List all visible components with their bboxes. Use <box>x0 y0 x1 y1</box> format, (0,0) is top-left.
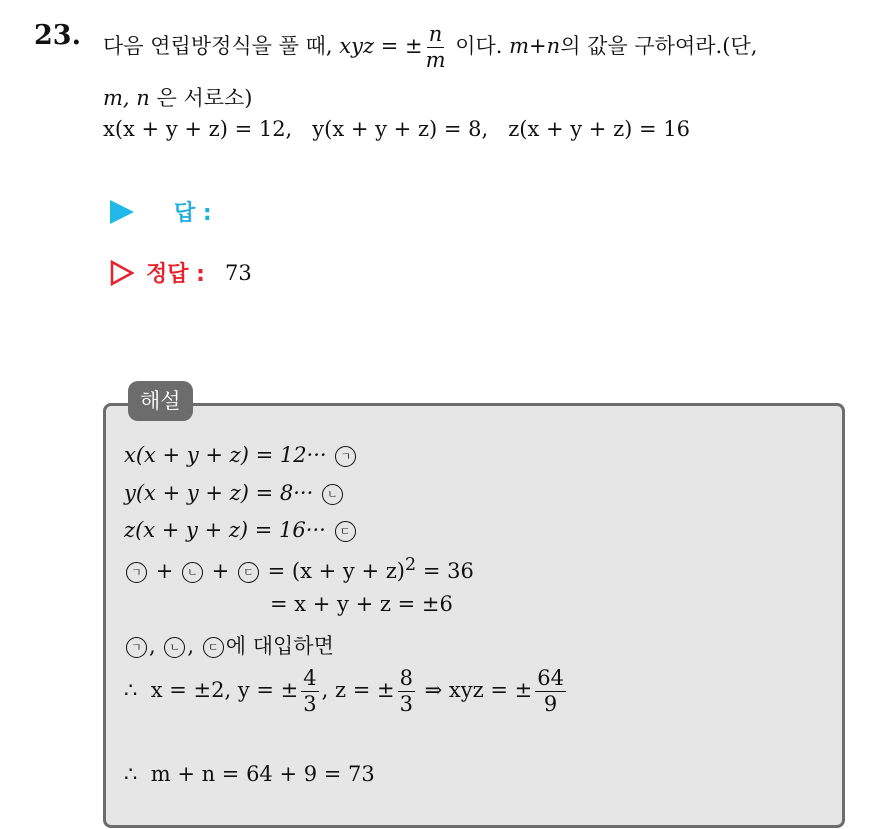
circled-nieun-icon: ㄴ <box>182 562 203 583</box>
solution-values-c: ⇒ xyz = ± <box>424 678 533 702</box>
problem-eq-pm: = ± <box>380 34 423 58</box>
fraction-4-3 <box>301 668 318 715</box>
solution-tab: 해설 <box>128 381 193 421</box>
fraction-denominator: m <box>425 48 446 72</box>
problem-intro: 다음 연립방정식을 풀 때, <box>103 34 333 58</box>
solution-line-1 <box>124 443 358 467</box>
solution-eq-1: x(x + y + z) = 12··· <box>124 443 327 467</box>
answer-row <box>110 196 212 227</box>
solution-eq-2: y(x + y + z) = 8··· <box>124 481 314 505</box>
circled-giyeok-icon: ㄱ <box>126 637 147 658</box>
solution-values-a: x = ±2, y = ± <box>150 678 299 702</box>
solution-substitute-text: 에 대입하면 <box>225 634 334 658</box>
plus-sign: + <box>211 559 230 583</box>
correct-answer-row <box>110 257 252 288</box>
plus-sign: + <box>155 559 174 583</box>
solution-line-8 <box>124 762 375 786</box>
fraction-numerator: 64 <box>537 666 564 690</box>
therefore-symbol: ∴ <box>124 678 138 702</box>
problem-number: 23. <box>34 20 81 51</box>
problem-coprime: 은 서로소) <box>156 86 253 110</box>
answer-label: 답 : <box>174 196 212 227</box>
circled-nieun-icon: ㄴ <box>164 637 185 658</box>
circled-digeut-icon: ㄷ <box>335 521 356 542</box>
solution-line-7 <box>124 668 569 715</box>
problem-fraction <box>426 24 446 71</box>
solution-line-3 <box>124 518 358 542</box>
comma: , <box>187 634 195 658</box>
solution-line-2 <box>124 481 345 505</box>
solution-sum-result: = 36 <box>422 559 474 583</box>
circled-digeut-icon: ㄷ <box>238 562 259 583</box>
problem-xyz: xyz <box>339 34 375 58</box>
problem-ask: 의 값을 구하여라.(단, <box>560 34 758 58</box>
play-triangle-icon <box>110 200 134 224</box>
fraction-denominator: 3 <box>399 692 413 716</box>
fraction-denominator: 3 <box>303 692 317 716</box>
correct-answer-label: 정답 : <box>146 257 205 288</box>
fraction-64-9 <box>535 668 566 715</box>
solution-line-6 <box>124 630 334 660</box>
correct-answer-value: 73 <box>224 260 252 285</box>
problem-statement-line-1 <box>103 24 757 71</box>
comma: , <box>149 634 156 658</box>
solution-values-b: , z = ± <box>321 678 395 702</box>
circled-giyeok-icon: ㄱ <box>126 562 147 583</box>
solution-exponent: 2 <box>404 555 417 575</box>
fraction-8-3 <box>398 668 415 715</box>
fraction-numerator: 8 <box>399 666 413 690</box>
problem-mn: m+n <box>509 34 561 58</box>
equation-2: y(x + y + z) = 8, <box>312 117 489 141</box>
solution-sum-rhs: = (x + y + z) <box>267 559 405 583</box>
solution-eq-3: z(x + y + z) = 16··· <box>124 518 326 542</box>
therefore-symbol: ∴ <box>124 762 138 786</box>
solution-line-4 <box>124 555 474 583</box>
equation-1: x(x + y + z) = 12, <box>103 117 293 141</box>
circled-nieun-icon: ㄴ <box>322 484 343 505</box>
fraction-numerator: n <box>428 22 443 46</box>
problem-equations <box>103 117 690 141</box>
problem-mn-vars: m, n <box>103 86 150 110</box>
fraction-denominator: 9 <box>543 692 558 716</box>
equation-3: z(x + y + z) = 16 <box>508 117 690 141</box>
solution-line-5: = x + y + z = ±6 <box>270 592 453 616</box>
circled-digeut-icon: ㄷ <box>203 637 224 658</box>
outline-triangle-icon <box>110 260 134 286</box>
problem-statement-line-2 <box>103 82 253 112</box>
circled-giyeok-icon: ㄱ <box>335 446 356 467</box>
solution-final: m + n = 64 + 9 = 73 <box>150 762 375 786</box>
fraction-numerator: 4 <box>303 666 317 690</box>
problem-mid: 이다. <box>455 34 503 58</box>
